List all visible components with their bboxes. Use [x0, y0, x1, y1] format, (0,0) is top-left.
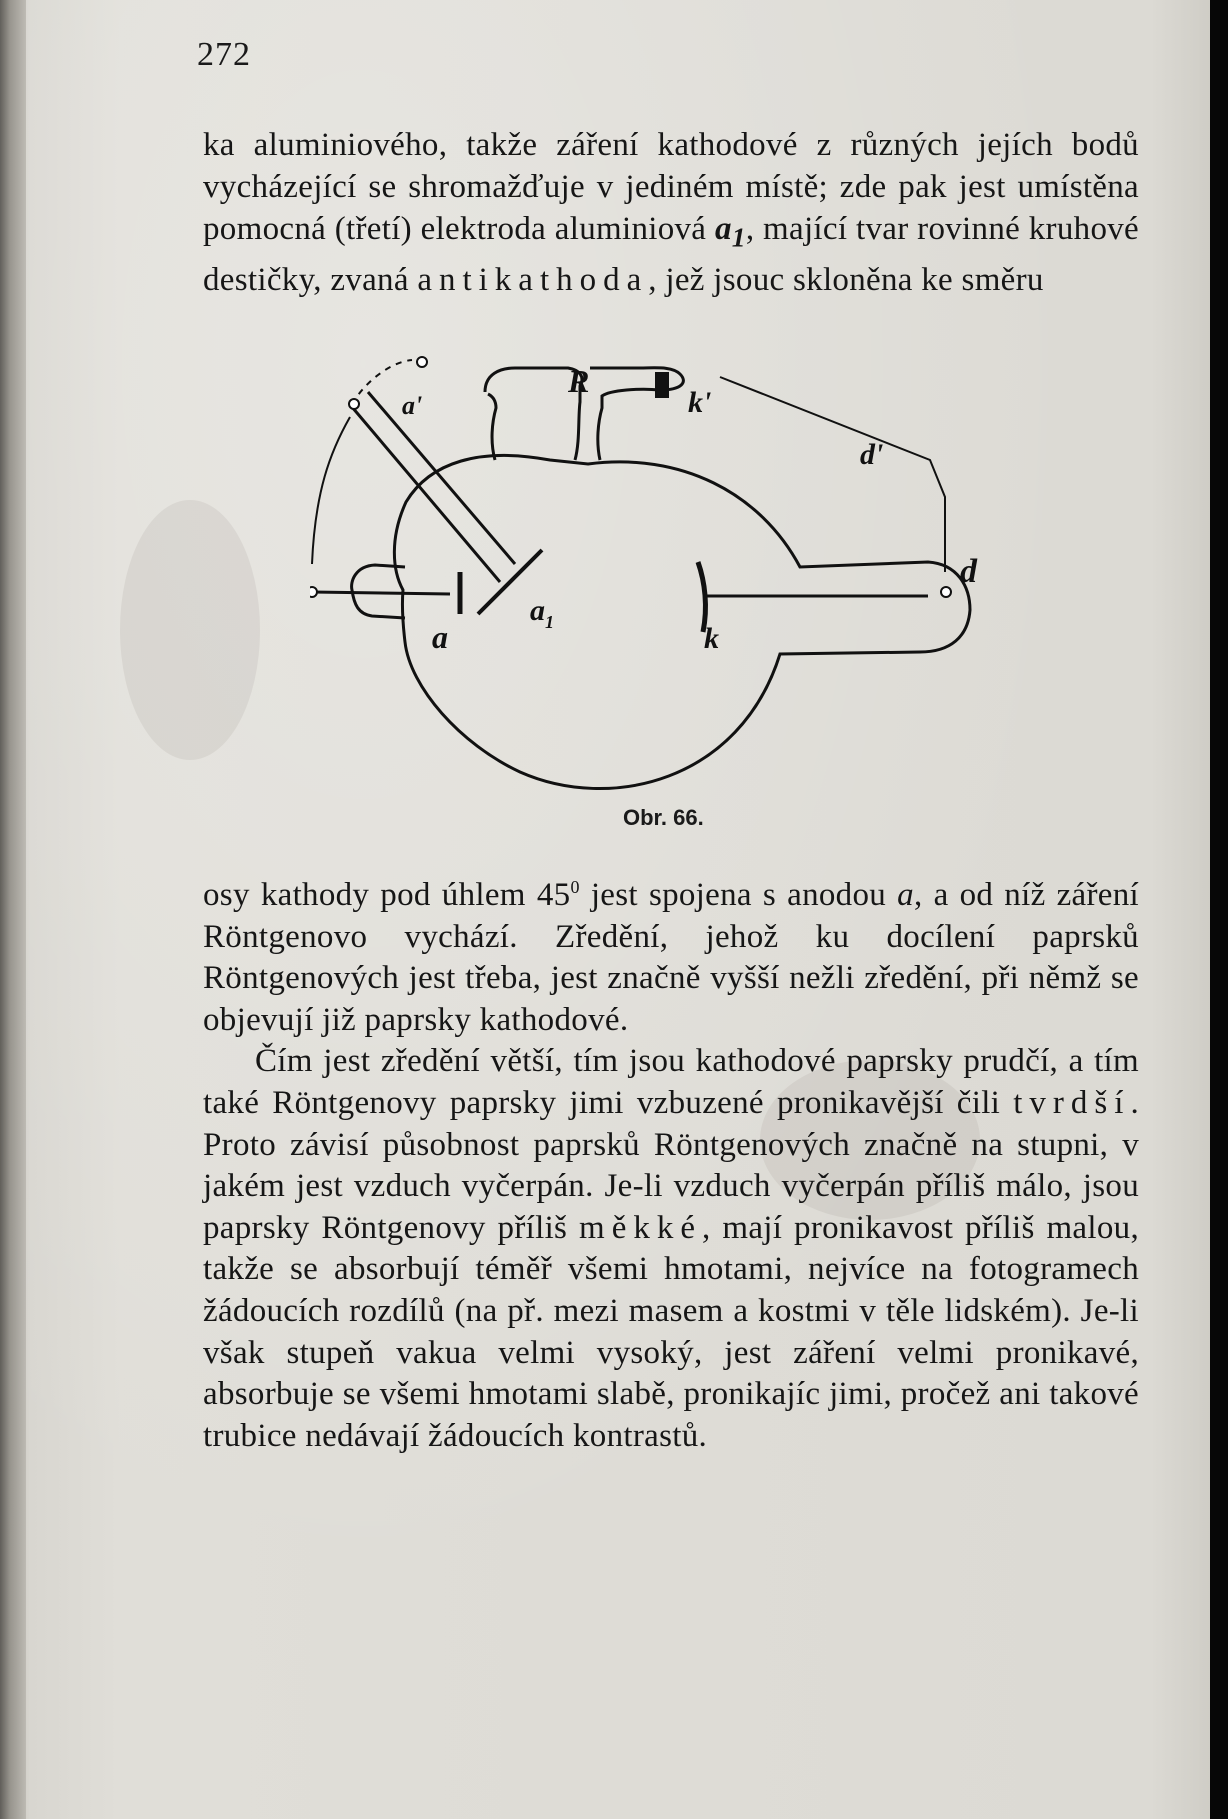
regulator-clip — [655, 372, 669, 398]
label-d-prime: d' — [860, 438, 884, 471]
anticathode-stem — [352, 392, 515, 582]
terminal-anticathode — [349, 399, 359, 409]
x-ray-tube-diagram — [310, 352, 1010, 812]
terminal-top-left — [417, 357, 427, 367]
wire-a-prime — [312, 417, 350, 564]
label-d: d — [960, 553, 977, 590]
label-a1: $a_1$ — [530, 594, 554, 632]
top-paragraph — [203, 124, 1139, 301]
wire-d-prime — [720, 377, 945, 572]
label-a: a — [432, 619, 448, 655]
anode-symbol: a — [897, 877, 914, 913]
label-k: k — [704, 622, 719, 655]
figure-caption: Obr. 66. — [623, 805, 704, 830]
spaced-term-tvrdsi: tvrdší — [1013, 1084, 1131, 1121]
top-paragraph-text: ka aluminiového, takže záření kathodové z různých jejích bodů vycházející se shromažďuje v jediném místě; zde pak jest umístěna pomocná (třetí) elektroda aluminiová $a_1$, mající tvar rovinné kruhové destičky, zvaná antikathoda, jež jsouc skloněna ke směru — [203, 127, 1139, 298]
page-spine-shadow — [0, 0, 26, 1819]
anode-wire — [312, 592, 450, 594]
degree-mark: 0 — [570, 877, 580, 897]
bottom-text — [203, 867, 1139, 1457]
tube-bulb — [394, 455, 970, 788]
paragraph-vacuum: Čím jest zředění větší, tím jsou kathodové paprsky prudčí, a tím také Röntgenovy paprsky jimi vzbuzené pronikavější čili tvrdší. Proto závisí působnost paprsků Röntgenových značně na stupni, v jakém jest vzduch vyčerpán. Je-li vzduch vyčerpán příliš málo, jsou paprsky Röntgenovy příliš měkké, mají pronikavost příliš malou, takže se absorbují téměř všemi hmotami, nejvíce na fotogramech žádoucích rozdílů (na př. mezi masem a kostmi v těle lidském). Je-li však stupeň vakua velmi vysoký, jest záření velmi pronikavé, absorbuje se všemi hmotami slabě, pronikajíc jimi, pročež ani takové trubice nedávají žádoucích kontrastů. — [203, 1043, 1139, 1454]
paper-stain — [120, 500, 260, 760]
page-number: 272 — [197, 36, 251, 73]
regeneration-tube-right — [590, 368, 683, 460]
spaced-term-antikathoda: antikathoda — [417, 261, 649, 298]
scan-edge — [1210, 0, 1228, 1819]
terminal-right — [941, 587, 951, 597]
label-k-prime: k' — [688, 386, 712, 419]
antikathode-symbol: $a_1$ — [714, 211, 746, 253]
paragraph-continuation: osy kathody pod úhlem $45^0$ jest spojena s anodou a, a od níž záření Röntgenovo vychází. Zředění, jehož ku docílení paprsků Röntgenových jest třeba, jest značně vyšší nežli zředění, při němž se objevují již paprsky kathodové. — [203, 877, 1139, 1038]
label-R: R — [568, 363, 590, 399]
label-a-prime: a' — [402, 391, 423, 420]
terminal-left — [310, 587, 317, 597]
spaced-term-mekke: měkké — [579, 1209, 702, 1246]
figure-x-ray-tube — [310, 352, 1010, 812]
